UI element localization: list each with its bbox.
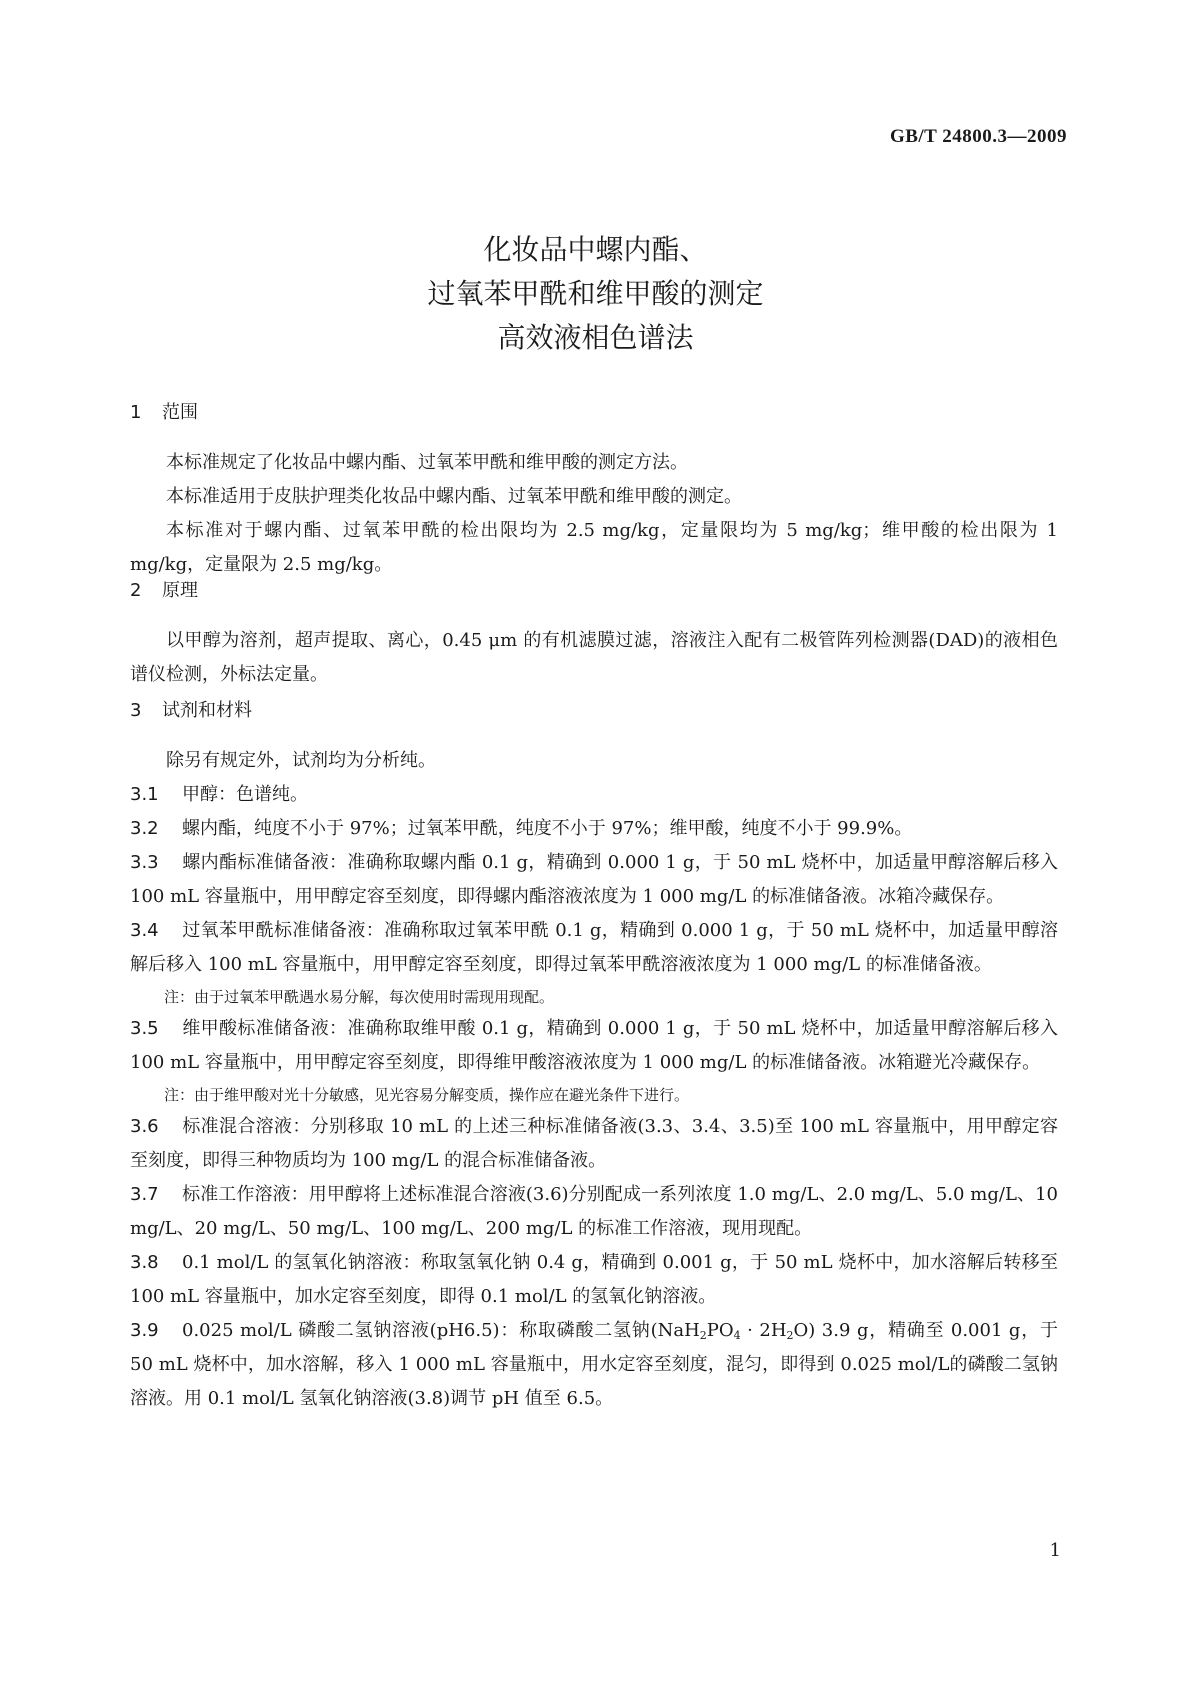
- item-number: 3.5: [130, 1018, 159, 1039]
- item-number: 3.8: [130, 1252, 159, 1273]
- item-text-d: O) 3.9 g，精确至 0.001 g，于 50 mL 烧杯中，加水溶解，移入 1 000 mL 容量瓶中，用水定容至刻度，混匀，即得到 0.025 mol/L的磷酸二氢钠溶液。用 0.1 mol/L 氢氧化钠溶液(3.8)调节 pH 值至 6.5。: [130, 1320, 1058, 1409]
- section-number: 2: [130, 580, 142, 601]
- item-text: 螺内酯，纯度不小于 97%；过氧苯甲酰，纯度不小于 97%；维甲酸，纯度不小于 99.9%。: [182, 818, 913, 839]
- section-reagents: [130, 694, 1058, 1416]
- section-title: 试剂和材料: [162, 700, 252, 721]
- item-number: 3.6: [130, 1116, 159, 1137]
- list-item: [130, 914, 1058, 982]
- item-text: 维甲酸标准储备液：准确称取维甲酸 0.1 g，精确到 0.000 1 g，于 50 mL 烧杯中，加适量甲醇溶解后移入 100 mL 容量瓶中，用甲醇定容至刻度，即得维甲酸溶液浓度为 1 000 mg/L 的标准储备液。冰箱避光冷藏保存。: [130, 1018, 1058, 1073]
- subscript: 4: [733, 1329, 741, 1342]
- paragraph: 本标准适用于皮肤护理类化妆品中螺内酯、过氧苯甲酰和维甲酸的测定。: [166, 486, 742, 507]
- title-line-3: 高效液相色谱法: [497, 321, 694, 354]
- subscript: 2: [699, 1329, 707, 1342]
- item-number: 3.9: [130, 1320, 159, 1341]
- list-item: [130, 1012, 1058, 1080]
- item-number: 3.3: [130, 852, 159, 873]
- item-number: 3.7: [130, 1184, 159, 1205]
- list-item: [130, 1314, 1058, 1416]
- section-scope: [130, 396, 1058, 582]
- paragraph: 本标准对于螺内酯、过氧苯甲酰的检出限均为 2.5 mg/kg，定量限均为 5 mg/kg；维甲酸的检出限为 1 mg/kg，定量限为 2.5 mg/kg。: [130, 520, 1058, 575]
- list-item: [130, 1110, 1058, 1178]
- section-title: 原理: [162, 580, 198, 601]
- list-item: [130, 1246, 1058, 1314]
- list-item: [130, 846, 1058, 914]
- section-number: 3: [130, 700, 142, 721]
- item-number: 3.1: [130, 784, 159, 805]
- note: 注：由于维甲酸对光十分敏感，见光容易分解变质，操作应在避光条件下进行。: [164, 1086, 690, 1104]
- item-text: 标准混合溶液：分别移取 10 mL 的上述三种标准储备液(3.3、3.4、3.5)至 100 mL 容量瓶中，用甲醇定容至刻度，即得三种物质均为 100 mg/L 的混合标准储备液。: [130, 1116, 1058, 1171]
- note: 注：由于过氧苯甲酰遇水易分解，每次使用时需现用现配。: [164, 988, 555, 1006]
- list-item: [130, 778, 1058, 812]
- section-heading: [130, 694, 1058, 728]
- paragraph: 除另有规定外，试剂均为分析纯。: [166, 750, 436, 771]
- section-principle: [130, 574, 1058, 692]
- item-text: 过氧苯甲酰标准储备液：准确称取过氧苯甲酰 0.1 g，精确到 0.000 1 g，于 50 mL 烧杯中，加适量甲醇溶解后移入 100 mL 容量瓶中，用甲醇定容至刻度，即得过氧苯甲酰溶液浓度为 1 000 mg/L 的标准储备液。: [130, 920, 1058, 975]
- list-item: [130, 812, 1058, 846]
- item-text: 螺内酯标准储备液：准确称取螺内酯 0.1 g，精确到 0.000 1 g，于 50 mL 烧杯中，加适量甲醇溶解后移入 100 mL 容量瓶中，用甲醇定容至刻度，即得螺内酯溶液浓度为 1 000 mg/L 的标准储备液。冰箱冷藏保存。: [130, 852, 1058, 907]
- standard-code: GB/T 24800.3—2009: [889, 126, 1067, 147]
- subscript: 2: [786, 1329, 794, 1342]
- section-heading: [130, 396, 1058, 430]
- page-number: 1: [1049, 1540, 1061, 1561]
- item-text-c: · 2H: [740, 1320, 787, 1341]
- paragraph: 以甲醇为溶剂，超声提取、离心，0.45 μm 的有机滤膜过滤，溶液注入配有二极管阵列检测器(DAD)的液相色谱仪检测，外标法定量。: [130, 630, 1058, 685]
- item-text: 0.1 mol/L 的氢氧化钠溶液：称取氢氧化钠 0.4 g，精确到 0.001 g，于 50 mL 烧杯中，加水溶解后转移至 100 mL 容量瓶中，加水定容至刻度，即得 0.1 mol/L 的氢氧化钠溶液。: [130, 1252, 1058, 1307]
- item-text-b: PO: [706, 1320, 734, 1341]
- item-text-a: 0.025 mol/L 磷酸二氢钠溶液(pH6.5)：称取磷酸二氢钠(NaH: [182, 1320, 700, 1341]
- item-text: 甲醇：色谱纯。: [182, 784, 308, 805]
- list-item: [130, 1178, 1058, 1246]
- item-number: 3.2: [130, 818, 159, 839]
- item-text: 标准工作溶液：用甲醇将上述标准混合溶液(3.6)分别配成一系列浓度 1.0 mg/L、2.0 mg/L、5.0 mg/L、10 mg/L、20 mg/L、50 mg/L、100 mg/L、200 mg/L 的标准工作溶液，现用现配。: [130, 1184, 1058, 1239]
- section-heading: [130, 574, 1058, 608]
- title-line-1: 化妆品中螺内酯、: [483, 233, 708, 266]
- paragraph: 本标准规定了化妆品中螺内酯、过氧苯甲酰和维甲酸的测定方法。: [166, 452, 688, 473]
- document-title: [0, 228, 1191, 360]
- section-title: 范围: [162, 402, 198, 423]
- title-line-2: 过氧苯甲酰和维甲酸的测定: [427, 277, 764, 310]
- section-number: 1: [130, 402, 142, 423]
- item-number: 3.4: [130, 920, 159, 941]
